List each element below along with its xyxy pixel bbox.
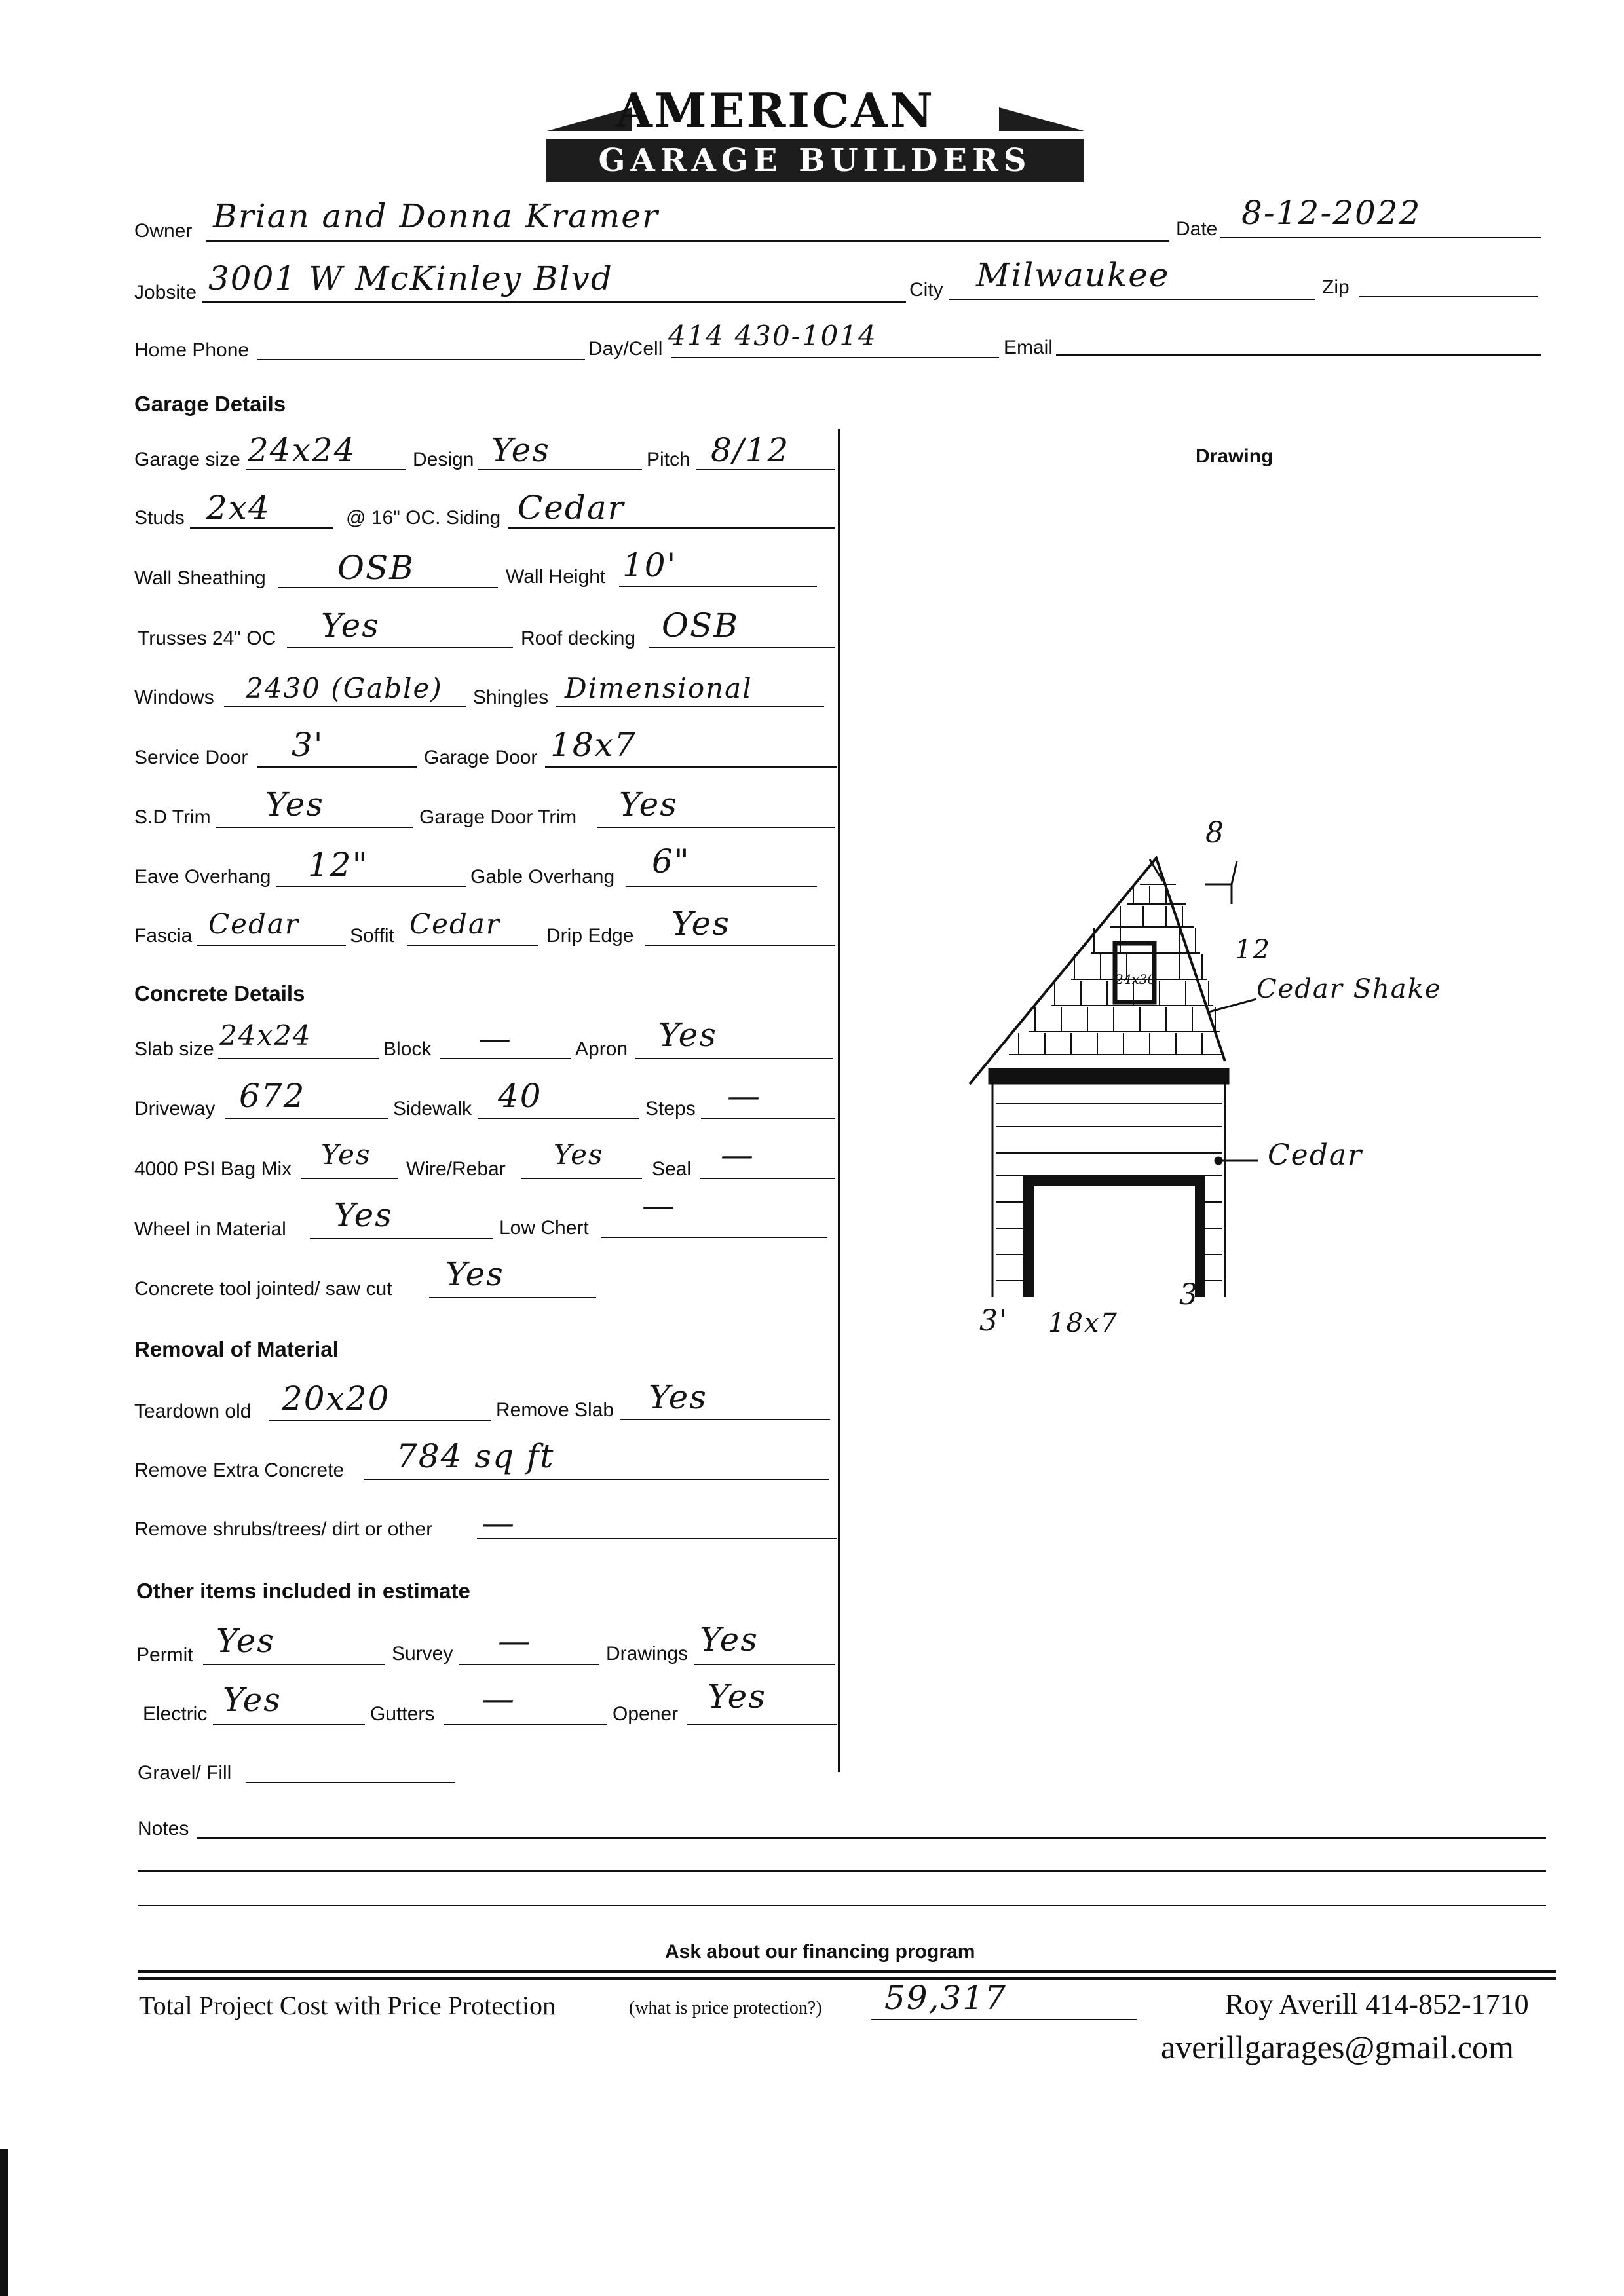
siding-value[interactable]: Cedar: [518, 489, 625, 527]
teardown-label: Teardown old: [134, 1401, 252, 1422]
steps-label: Steps: [645, 1098, 696, 1120]
footer-rule-2: [138, 1977, 1556, 1980]
sketch-cedar-label: Cedar: [1268, 1139, 1363, 1172]
survey-value[interactable]: —: [498, 1622, 532, 1660]
studs-label: Studs: [134, 507, 185, 529]
extra-concrete-line: [364, 1479, 829, 1480]
wall-sheathing-line: [278, 587, 498, 588]
city-line: [949, 299, 1315, 300]
slab-line: [218, 1058, 379, 1059]
permit-value[interactable]: Yes: [216, 1622, 275, 1660]
opener-label: Opener: [613, 1703, 679, 1725]
apron-label: Apron: [575, 1038, 628, 1060]
fascia-value[interactable]: Cedar: [208, 908, 299, 940]
survey-label: Survey: [392, 1643, 453, 1665]
garage-size-value[interactable]: 24x24: [248, 431, 356, 469]
seal-label: Seal: [652, 1158, 692, 1180]
slab-label: Slab size: [134, 1038, 214, 1060]
gravel-label: Gravel/ Fill: [138, 1762, 232, 1784]
concrete-heading: Concrete Details: [134, 981, 305, 1006]
daycell-line: [671, 357, 999, 358]
design-label: Design: [413, 449, 474, 470]
price-protection-link[interactable]: (what is price protection?): [629, 1998, 822, 2018]
driveway-value[interactable]: 672: [239, 1077, 306, 1115]
column-divider: [838, 429, 840, 1772]
logo-star-right-icon: [999, 105, 1084, 134]
logo-garage-builders: GARAGE BUILDERS: [546, 139, 1084, 182]
electric-line: [213, 1724, 365, 1725]
wall-height-label: Wall Height: [506, 566, 606, 588]
wire-value[interactable]: Yes: [554, 1139, 604, 1171]
daycell-label: Day/Cell: [588, 338, 663, 360]
low-chert-label: Low Chert: [499, 1217, 589, 1239]
notes-line-3: [138, 1905, 1546, 1906]
siding-line: [508, 527, 835, 529]
owner-value[interactable]: Brian and Donna Kramer: [213, 197, 659, 235]
steps-line: [701, 1118, 835, 1119]
logo-american: AMERICAN: [616, 83, 935, 138]
sketch-door-dim: 18x7: [1048, 1308, 1118, 1338]
extra-concrete-value[interactable]: 784 sq ft: [396, 1437, 555, 1475]
block-value[interactable]: —: [478, 1019, 512, 1057]
sketch-garage-door: [1029, 1180, 1200, 1297]
shingles-value[interactable]: Dimensional: [565, 672, 753, 704]
design-value[interactable]: Yes: [491, 431, 550, 469]
gutters-label: Gutters: [370, 1703, 435, 1725]
wall-height-line: [619, 586, 817, 587]
eave-line: [276, 886, 466, 887]
sd-trim-label: S.D Trim: [134, 806, 211, 828]
wire-line: [521, 1178, 642, 1179]
sketch-left-dim: 3': [979, 1304, 1009, 1338]
shrubs-value[interactable]: —: [482, 1504, 516, 1542]
soffit-label: Soffit: [350, 925, 394, 947]
wall-sheathing-value[interactable]: OSB: [337, 549, 415, 587]
remove-slab-line: [620, 1419, 830, 1420]
sketch-pitch-top: 8: [1205, 816, 1225, 850]
jobsite-value[interactable]: 3001 W McKinley Blvd: [208, 259, 613, 297]
jobsite-label: Jobsite: [134, 282, 197, 303]
roof-decking-value[interactable]: OSB: [662, 607, 739, 645]
shrubs-label: Remove shrubs/trees/ dirt or other: [134, 1518, 433, 1540]
drip-line: [645, 945, 835, 946]
pitch-line: [696, 469, 835, 470]
tool-jointed-line: [429, 1297, 596, 1298]
sidewalk-line: [478, 1118, 639, 1119]
driveway-line: [225, 1118, 388, 1119]
owner-label: Owner: [134, 220, 193, 242]
zip-label: Zip: [1322, 276, 1350, 298]
sketch-window-label: 24x30: [1115, 971, 1156, 987]
contact-phone: Roy Averill 414-852-1710: [1225, 1988, 1529, 2020]
windows-value[interactable]: 2430 (Gable): [246, 672, 443, 704]
service-door-line: [257, 766, 417, 768]
city-label: City: [909, 279, 943, 301]
remove-slab-value[interactable]: Yes: [649, 1378, 708, 1416]
studs-value[interactable]: 2x4: [206, 489, 271, 527]
low-chert-value[interactable]: —: [642, 1186, 676, 1224]
drawing-label: Drawing: [1196, 445, 1274, 467]
trusses-label: Trusses 24" OC: [138, 628, 276, 649]
notes-label: Notes: [138, 1818, 189, 1839]
garage-size-label: Garage size: [134, 449, 240, 470]
gable-line: [626, 886, 817, 887]
wheel-value[interactable]: Yes: [334, 1196, 393, 1234]
low-chert-line: [601, 1237, 827, 1238]
wall-height-value[interactable]: 10': [622, 546, 677, 584]
date-line: [1220, 237, 1541, 238]
roof-decking-label: Roof decking: [521, 628, 636, 649]
sd-trim-line: [216, 827, 413, 828]
soffit-line: [407, 945, 538, 946]
drip-value[interactable]: Yes: [671, 905, 730, 943]
total-line: [871, 2019, 1137, 2020]
owner-line: [206, 240, 1169, 242]
studs-line: [190, 527, 333, 529]
seal-value[interactable]: —: [721, 1136, 755, 1174]
date-value[interactable]: 8-12-2022: [1241, 194, 1422, 232]
design-line: [478, 469, 642, 470]
steps-value[interactable]: —: [727, 1077, 761, 1115]
contact-email[interactable]: averillgarages@gmail.com: [1161, 2029, 1514, 2065]
teardown-line: [269, 1420, 491, 1421]
zip-line: [1359, 296, 1538, 297]
wheel-label: Wheel in Material: [134, 1218, 286, 1240]
wall-sheathing-label: Wall Sheathing: [134, 567, 266, 589]
fascia-line: [197, 945, 346, 946]
pitch-label: Pitch: [647, 449, 690, 470]
gd-trim-label: Garage Door Trim: [419, 806, 577, 828]
jobsite-line: [202, 301, 906, 303]
sidewalk-label: Sidewalk: [393, 1098, 472, 1120]
apron-line: [635, 1058, 833, 1059]
gutters-line: [444, 1724, 607, 1725]
pitch-value[interactable]: 8/12: [711, 431, 790, 469]
soffit-value[interactable]: Cedar: [409, 908, 500, 940]
garage-door-value[interactable]: 18x7: [550, 726, 637, 764]
seal-line: [700, 1178, 835, 1179]
electric-label: Electric: [143, 1703, 208, 1725]
windows-label: Windows: [134, 687, 214, 708]
total-label: Total Project Cost with Price Protection: [139, 1991, 556, 2020]
drip-label: Drip Edge: [546, 925, 634, 947]
gable-value[interactable]: 6": [652, 842, 690, 880]
notes-line-2: [138, 1870, 1546, 1872]
drawings-value[interactable]: Yes: [700, 1621, 759, 1659]
shingles-line: [556, 706, 824, 707]
tool-jointed-value[interactable]: Yes: [445, 1255, 504, 1293]
garage-sketch: [963, 845, 1539, 1369]
sketch-pitch-bottom: 12: [1235, 935, 1271, 965]
garage-door-line: [545, 766, 837, 768]
opener-value[interactable]: Yes: [708, 1678, 766, 1716]
apron-value[interactable]: Yes: [658, 1016, 717, 1054]
remove-slab-label: Remove Slab: [496, 1399, 614, 1421]
bagmix-value[interactable]: Yes: [321, 1139, 371, 1171]
home-phone-line: [257, 359, 585, 360]
notes-line-1: [197, 1837, 1546, 1839]
eave-value[interactable]: 12": [308, 846, 369, 884]
home-phone-label: Home Phone: [134, 339, 250, 361]
date-label: Date: [1176, 218, 1218, 240]
driveway-label: Driveway: [134, 1098, 216, 1120]
other-items-heading: Other items included in estimate: [136, 1579, 470, 1603]
eave-label: Eave Overhang: [134, 866, 271, 888]
sd-trim-value[interactable]: Yes: [265, 785, 324, 823]
teardown-value[interactable]: 20x20: [282, 1380, 390, 1418]
garage-size-line: [246, 469, 406, 470]
sketch-eave: [989, 1069, 1228, 1083]
trusses-line: [287, 647, 513, 648]
daycell-value[interactable]: 414 430-1014: [668, 320, 877, 352]
email-label: Email: [1004, 337, 1053, 358]
tool-jointed-label: Concrete tool jointed/ saw cut: [134, 1278, 392, 1300]
bagmix-label: 4000 PSI Bag Mix: [134, 1158, 292, 1180]
service-door-label: Service Door: [134, 747, 248, 768]
oc-siding-label: @ 16" OC. Siding: [346, 507, 501, 529]
shingles-label: Shingles: [473, 687, 549, 708]
scan-edge: [0, 2149, 8, 2296]
permit-label: Permit: [136, 1644, 193, 1666]
extra-concrete-label: Remove Extra Concrete: [134, 1459, 345, 1481]
wheel-line: [310, 1238, 493, 1239]
permit-line: [203, 1664, 385, 1665]
wire-label: Wire/Rebar: [406, 1158, 506, 1180]
service-door-value[interactable]: 3': [292, 726, 324, 764]
survey-line: [459, 1664, 599, 1665]
garage-door-label: Garage Door: [424, 747, 538, 768]
trusses-value[interactable]: Yes: [321, 607, 380, 645]
electric-value[interactable]: Yes: [223, 1681, 282, 1719]
gravel-line: [246, 1782, 455, 1783]
gd-trim-value[interactable]: Yes: [619, 785, 678, 823]
email-line: [1056, 354, 1541, 356]
bagmix-line: [301, 1178, 398, 1179]
gutters-value[interactable]: —: [482, 1680, 516, 1718]
sketch-right-dim: 3': [1179, 1278, 1209, 1311]
slab-value[interactable]: 24x24: [219, 1019, 312, 1051]
fascia-label: Fascia: [134, 925, 193, 947]
city-value[interactable]: Milwaukee: [976, 256, 1170, 294]
sketch-shake-label: Cedar Shake: [1256, 974, 1442, 1004]
windows-line: [224, 706, 466, 707]
block-label: Block: [383, 1038, 432, 1060]
drawings-line: [694, 1664, 835, 1665]
removal-heading: Removal of Material: [134, 1337, 339, 1361]
gd-trim-line: [597, 827, 835, 828]
garage-details-heading: Garage Details: [134, 392, 286, 416]
drawings-label: Drawings: [606, 1643, 689, 1665]
sidewalk-value[interactable]: 40: [498, 1077, 542, 1115]
roof-decking-line: [649, 647, 835, 648]
footer-rule-1: [138, 1970, 1556, 1973]
gable-label: Gable Overhang: [470, 866, 615, 888]
total-value[interactable]: 59,317: [884, 1979, 1007, 2017]
block-line: [440, 1058, 571, 1059]
financing-note: Ask about our financing program: [665, 1941, 975, 1963]
opener-line: [687, 1724, 837, 1725]
shrubs-line: [477, 1538, 837, 1539]
